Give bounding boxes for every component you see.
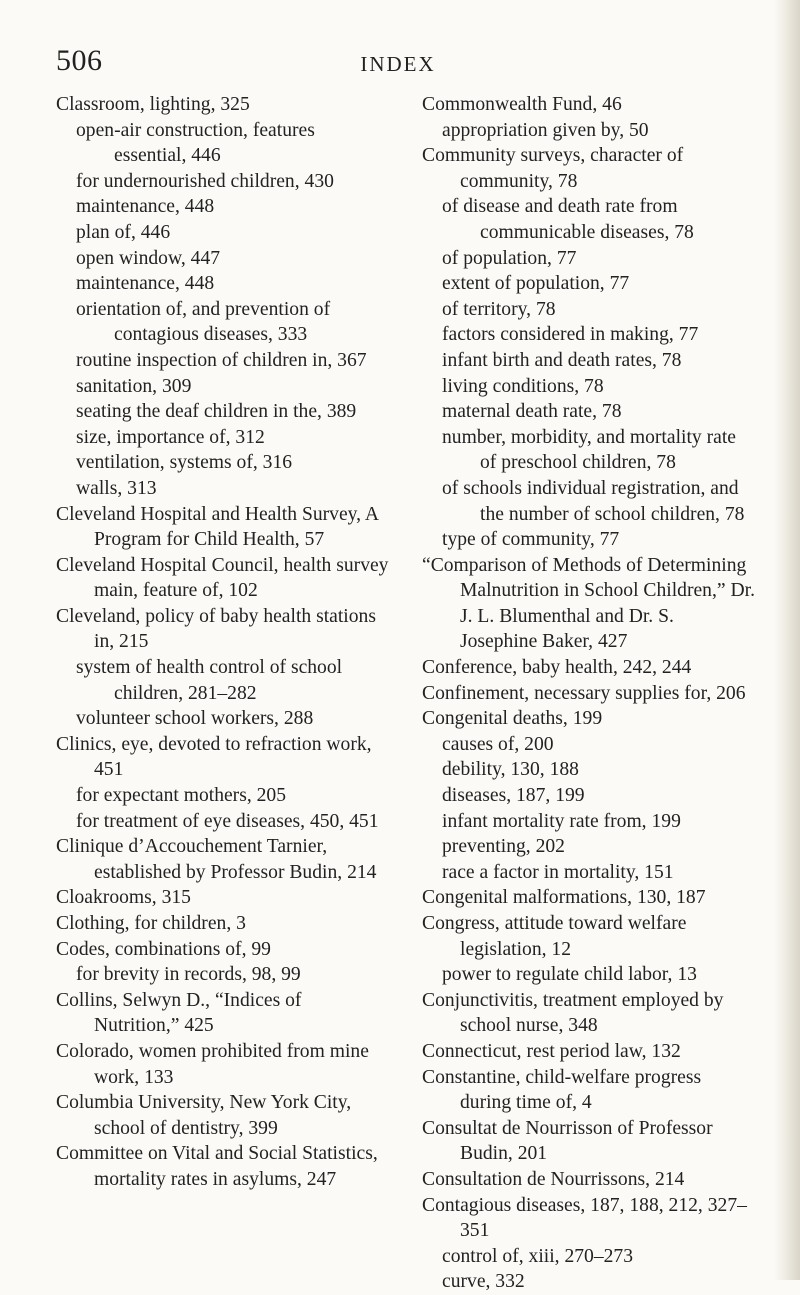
index-subentry: appropriation given by, 50 <box>442 119 649 141</box>
index-entry: Conference, baby health, 242, 244 <box>422 657 692 679</box>
index-subentry: seating the deaf children in the, 389 <box>76 401 357 423</box>
index-entry: Constantine, child-welfare progress during time of, 4 <box>422 1066 702 1114</box>
index-entry: Consultation de Nourrissons, 214 <box>422 1168 685 1190</box>
index-entry: Clothing, for children, 3 <box>56 913 246 934</box>
index-subentry: volunteer school workers, 288 <box>76 708 314 730</box>
index-entry: Clinique d’Accouchement Tarnier, established by Professor Budin, 214 <box>56 836 377 883</box>
index-subentry: size, importance of, 312 <box>76 426 265 448</box>
index-entry: Cleveland Hospital and Health Survey, A Program for Child Health, 57 <box>56 503 378 551</box>
index-subentry: orientation of, and prevention of contagious diseases, 333 <box>76 298 331 346</box>
index-entry: Consultat de Nourrisson of Professor Budin, 201 <box>422 1117 713 1165</box>
index-entry: Codes, combinations of, 99 <box>56 938 271 960</box>
index-entry: Committee on Vital and Social Statistics, mortality rates in asylums, 247 <box>56 1143 378 1190</box>
index-subentry: diseases, 187, 199 <box>442 785 585 807</box>
running-head: INDEX <box>360 52 436 76</box>
index-subentry: infant mortality rate from, 199 <box>442 810 681 832</box>
index-subentry: plan of, 446 <box>76 221 171 243</box>
index-subentry: maintenance, 448 <box>76 273 215 295</box>
left-column <box>56 92 390 1295</box>
index-subentry: for expectant mothers, 205 <box>76 785 287 807</box>
index-subentry: causes of, 200 <box>442 733 554 755</box>
index-subentry: of territory, 78 <box>442 298 556 320</box>
index-subentry: factors considered in making, 77 <box>442 324 699 346</box>
index-subentry: control of, xiii, 270–273 <box>442 1245 634 1267</box>
index-entry: Cleveland, policy of baby health stations in, 215 <box>56 605 376 653</box>
index-subentry: infant birth and death rates, 78 <box>442 349 682 371</box>
index-subentry: maintenance, 448 <box>76 196 215 218</box>
index-subentry: for undernourished children, 430 <box>76 170 334 192</box>
right-column <box>422 92 756 1295</box>
index-entry: Connecticut, rest period law, 132 <box>422 1040 681 1062</box>
index-subentry: extent of population, 77 <box>442 273 630 295</box>
index-entry: Congenital malformations, 130, 187 <box>422 887 706 909</box>
page-edge-shadow <box>774 0 800 1280</box>
index-entry: Colorado, women prohibited from mine work, 133 <box>56 1040 369 1088</box>
index-subentry: ventilation, systems of, 316 <box>76 452 293 474</box>
index-entry: Congress, attitude toward welfare legislation, 12 <box>422 913 687 960</box>
index-subentry: curve, 332 <box>442 1271 525 1293</box>
index-columns <box>56 92 756 1295</box>
index-entry: Cloakrooms, 315 <box>56 887 191 909</box>
index-entry: Congenital deaths, 199 <box>422 708 603 730</box>
index-subentry: open-air construction, features essential, 446 <box>76 119 315 167</box>
index-entry: Confinement, necessary supplies for, 206 <box>422 682 746 704</box>
index-entry: Classroom, lighting, 325 <box>56 94 250 115</box>
index-subentry: for treatment of eye diseases, 450, 451 <box>76 810 379 832</box>
index-entry: Commonwealth Fund, 46 <box>422 94 622 115</box>
index-subentry: number, morbidity, and mortality rate of preschool children, 78 <box>442 426 736 474</box>
index-subentry: type of community, 77 <box>442 529 620 551</box>
index-subentry: of disease and death rate from communicable diseases, 78 <box>442 196 694 243</box>
page-header <box>56 44 740 84</box>
index-entry: Columbia University, New York City, school of dentistry, 399 <box>56 1092 352 1139</box>
index-subentry: living conditions, 78 <box>442 375 604 397</box>
index-subentry: power to regulate child labor, 13 <box>442 964 697 986</box>
index-subentry: preventing, 202 <box>442 836 565 858</box>
index-entry: Contagious diseases, 187, 188, 212, 327–351 <box>422 1194 747 1242</box>
index-entry: Collins, Selwyn D., “Indices of Nutrition,” 425 <box>56 989 302 1037</box>
index-entry: Cleveland Hospital Council, health survey main, feature of, 102 <box>56 554 389 602</box>
index-subentry: routine inspection of children in, 367 <box>76 349 367 371</box>
index-subentry: sanitation, 309 <box>76 375 192 397</box>
index-subentry: walls, 313 <box>76 477 157 499</box>
index-entry: Community surveys, character of community, 78 <box>422 145 684 192</box>
index-entry: “Comparison of Methods of Determining Malnutrition in School Children,” Dr. J. L. Blumenthal and Dr. S. Josephine Baker, 427 <box>422 554 755 653</box>
index-subentry: maternal death rate, 78 <box>442 401 622 423</box>
index-subentry: open window, 447 <box>76 247 221 269</box>
index-subentry: system of health control of school children, 281–282 <box>76 657 343 704</box>
index-subentry: of population, 77 <box>442 247 577 269</box>
index-subentry: for brevity in records, 98, 99 <box>76 964 301 986</box>
index-entry: Clinics, eye, devoted to refraction work, 451 <box>56 733 372 781</box>
page-number: 506 <box>56 44 103 77</box>
index-subentry: race a factor in mortality, 151 <box>442 861 674 883</box>
index-subentry: of schools individual registration, and the number of school children, 78 <box>442 477 745 525</box>
index-subentry: debility, 130, 188 <box>442 759 579 781</box>
index-entry: Conjunctivitis, treatment employed by school nurse, 348 <box>422 989 724 1037</box>
